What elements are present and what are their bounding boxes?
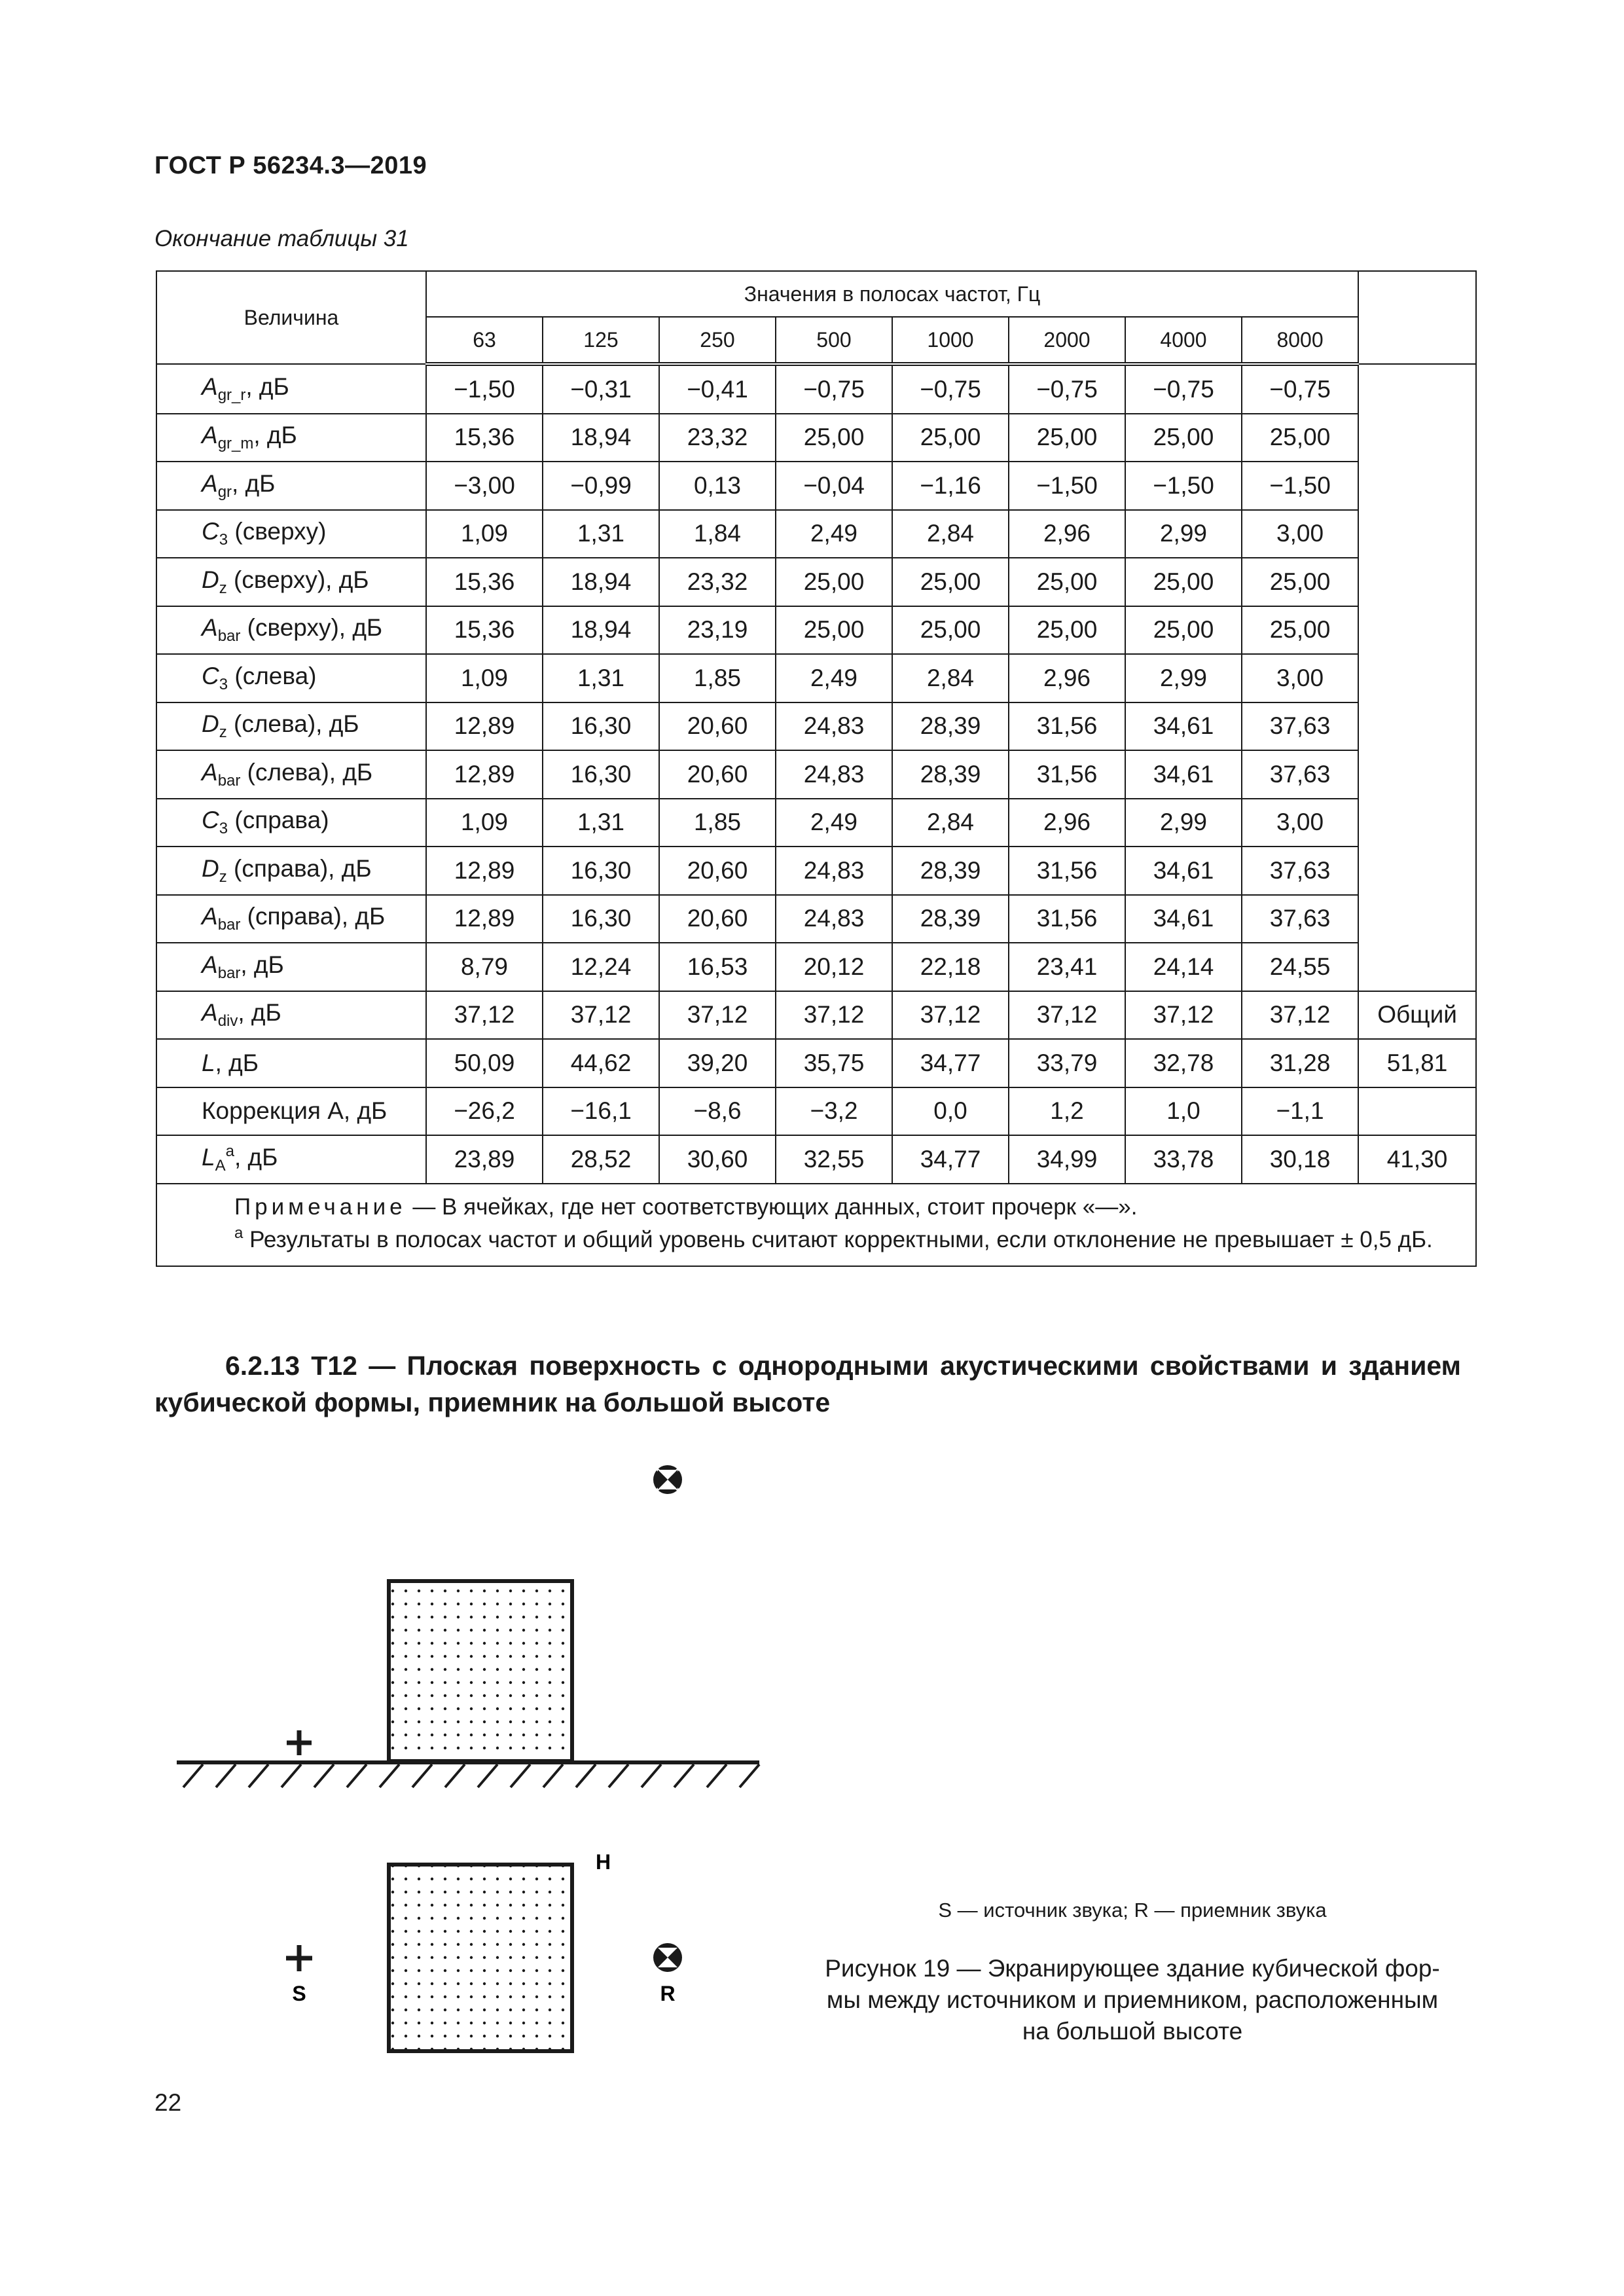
frequency-header: 2000 — [1009, 317, 1125, 364]
value-cell: 1,09 — [426, 510, 543, 558]
quantity-label: , дБ — [238, 999, 281, 1027]
value-cell: 25,00 — [776, 606, 892, 655]
value-cell: −26,2 — [426, 1087, 543, 1136]
quantity-cell — [156, 943, 426, 991]
value-cell: 24,83 — [776, 702, 892, 751]
quantity-symbol: L — [202, 1143, 215, 1171]
quantity-label: , дБ — [215, 1049, 259, 1076]
note-text: — В ячейках, где нет соответствующих данных, стоит прочерк «—». — [406, 1194, 1138, 1220]
height-label: H — [596, 1850, 611, 1874]
table-continuation-label: Окончание таблицы 31 — [154, 226, 409, 251]
value-cell: 24,14 — [1125, 943, 1242, 991]
value-cell: 1,85 — [659, 654, 776, 702]
quantity-cell — [156, 799, 426, 847]
value-cell: 2,99 — [1125, 510, 1242, 558]
value-cell: 3,00 — [1242, 510, 1358, 558]
quantity-label: , дБ — [240, 951, 284, 978]
receiver-icon-side-view — [653, 1465, 682, 1494]
value-cell: 30,18 — [1242, 1135, 1358, 1184]
value-cell: 20,60 — [659, 702, 776, 751]
value-cell: 20,60 — [659, 847, 776, 895]
data-table — [156, 270, 1477, 1267]
figure-caption — [805, 1953, 1460, 2047]
value-cell: −0,75 — [1009, 364, 1125, 414]
value-cell: 37,63 — [1242, 847, 1358, 895]
value-cell: 2,96 — [1009, 799, 1125, 847]
value-cell: 25,00 — [776, 414, 892, 462]
table-row — [156, 654, 1476, 702]
value-cell: 18,94 — [543, 606, 659, 655]
value-cell: 1,85 — [659, 799, 776, 847]
value-cell: 30,60 — [659, 1135, 776, 1184]
value-cell: 2,96 — [1009, 510, 1125, 558]
table-row — [156, 462, 1476, 510]
value-cell: 23,41 — [1009, 943, 1125, 991]
value-cell: −0,75 — [892, 364, 1009, 414]
table-row — [156, 1135, 1476, 1184]
figure-legend: S — источник звука; R — приемник звука — [938, 1899, 1327, 1922]
value-cell: 25,00 — [892, 558, 1009, 606]
total-cell — [1358, 847, 1476, 895]
value-cell: 37,12 — [1009, 991, 1125, 1040]
total-cell — [1358, 364, 1476, 414]
value-cell: 16,30 — [543, 702, 659, 751]
value-cell: 31,28 — [1242, 1039, 1358, 1087]
total-cell — [1358, 1087, 1476, 1136]
value-cell: 28,39 — [892, 702, 1009, 751]
value-cell: 37,12 — [543, 991, 659, 1040]
value-cell: 3,00 — [1242, 654, 1358, 702]
bands-header: Значения в полосах частот, Гц — [426, 271, 1358, 317]
quantity-symbol: A — [202, 469, 218, 497]
table-row — [156, 414, 1476, 462]
table-row — [156, 895, 1476, 943]
quantity-symbol: C — [202, 518, 219, 545]
quantity-subscript: z — [219, 723, 227, 742]
value-cell: 16,30 — [543, 750, 659, 799]
value-cell: 28,39 — [892, 895, 1009, 943]
value-cell: 25,00 — [1009, 558, 1125, 606]
footnote-mark: а — [234, 1224, 244, 1242]
quantity-symbol: A — [202, 999, 218, 1027]
value-cell: 23,89 — [426, 1135, 543, 1184]
quantity-symbol: C — [202, 662, 219, 689]
value-cell: −1,16 — [892, 462, 1009, 510]
table-row — [156, 702, 1476, 751]
table-row — [156, 558, 1476, 606]
value-cell: 1,0 — [1125, 1087, 1242, 1136]
value-cell: −1,50 — [1009, 462, 1125, 510]
value-cell: 37,12 — [426, 991, 543, 1040]
value-cell: 1,09 — [426, 654, 543, 702]
value-cell: 2,99 — [1125, 799, 1242, 847]
quantity-label: (слева), дБ — [240, 758, 373, 786]
value-cell: 24,83 — [776, 750, 892, 799]
value-cell: −0,99 — [543, 462, 659, 510]
value-cell: 25,00 — [892, 606, 1009, 655]
quantity-cell — [156, 991, 426, 1040]
quantity-subscript: div — [217, 1012, 238, 1030]
value-cell: −0,75 — [776, 364, 892, 414]
value-cell: 18,94 — [543, 414, 659, 462]
value-cell: 37,12 — [1242, 991, 1358, 1040]
value-cell: 24,55 — [1242, 943, 1358, 991]
value-cell: −8,6 — [659, 1087, 776, 1136]
table-row — [156, 510, 1476, 558]
value-cell: 28,52 — [543, 1135, 659, 1184]
value-cell: 35,75 — [776, 1039, 892, 1087]
value-cell: 15,36 — [426, 558, 543, 606]
total-cell — [1358, 654, 1476, 702]
quantity-label: (сверху) — [228, 518, 327, 545]
value-cell: −0,31 — [543, 364, 659, 414]
value-cell: −1,50 — [426, 364, 543, 414]
value-cell: 2,99 — [1125, 654, 1242, 702]
value-cell: 3,00 — [1242, 799, 1358, 847]
total-cell — [1358, 510, 1476, 558]
value-cell: 37,63 — [1242, 702, 1358, 751]
value-cell: 33,78 — [1125, 1135, 1242, 1184]
value-cell: 25,00 — [1125, 414, 1242, 462]
value-cell: 37,12 — [659, 991, 776, 1040]
value-cell: 25,00 — [1009, 414, 1125, 462]
value-cell: 37,12 — [776, 991, 892, 1040]
value-cell: 23,19 — [659, 606, 776, 655]
value-cell: 31,56 — [1009, 750, 1125, 799]
quantity-cell — [156, 847, 426, 895]
caption-line: Рисунок 19 — Экранирующее здание кубической фор- — [825, 1955, 1440, 1982]
quantity-cell — [156, 1039, 426, 1087]
value-cell: 34,61 — [1125, 702, 1242, 751]
value-cell: 12,24 — [543, 943, 659, 991]
quantity-cell — [156, 510, 426, 558]
table-row — [156, 943, 1476, 991]
value-cell: 1,09 — [426, 799, 543, 847]
total-cell — [1358, 943, 1476, 991]
value-cell: −3,2 — [776, 1087, 892, 1136]
total-cell — [1358, 558, 1476, 606]
value-cell: 1,2 — [1009, 1087, 1125, 1136]
quantity-label: (справа) — [228, 807, 329, 834]
quantity-label: (справа), дБ — [226, 854, 372, 882]
section-heading: 6.2.13 Т12 — Плоская поверхность с однородными акустическими свойствами и зданием кубической формы, приемник на большой высоте — [154, 1351, 1461, 1417]
total-header — [1358, 271, 1476, 364]
quantity-cell — [156, 558, 426, 606]
quantity-cell — [156, 364, 426, 414]
quantity-cell — [156, 414, 426, 462]
quantity-symbol: A — [202, 373, 218, 400]
table-row — [156, 364, 1476, 414]
quantity-symbol: A — [202, 903, 218, 930]
table-row — [156, 991, 1476, 1040]
quantity-label: (справа), дБ — [240, 903, 386, 930]
value-cell: 12,89 — [426, 750, 543, 799]
value-cell: 39,20 — [659, 1039, 776, 1087]
value-cell: 1,31 — [543, 654, 659, 702]
value-cell: 31,56 — [1009, 847, 1125, 895]
frequency-header: 4000 — [1125, 317, 1242, 364]
value-cell: 20,60 — [659, 750, 776, 799]
page-number: 22 — [154, 2089, 182, 2116]
frequency-header: 8000 — [1242, 317, 1358, 364]
quantity-cell — [156, 702, 426, 751]
quantity-label: , дБ — [232, 469, 276, 497]
value-cell: −0,75 — [1242, 364, 1358, 414]
value-cell: 25,00 — [892, 414, 1009, 462]
document-code: ГОСТ Р 56234.3—2019 — [154, 152, 427, 179]
value-cell: 31,56 — [1009, 702, 1125, 751]
value-cell: 34,99 — [1009, 1135, 1125, 1184]
quantity-cell — [156, 654, 426, 702]
quantity-symbol: D — [202, 710, 219, 738]
quantity-label: Коррекция А, дБ — [202, 1097, 388, 1125]
value-cell: −0,04 — [776, 462, 892, 510]
building-side-view — [389, 1581, 572, 1761]
quantity-label: , дБ — [245, 373, 289, 400]
quantity-symbol: D — [202, 854, 219, 882]
quantity-cell — [156, 606, 426, 655]
quantity-cell — [156, 895, 426, 943]
quantity-symbol: C — [202, 807, 219, 834]
quantity-subscript: z — [219, 867, 227, 886]
table-row — [156, 1039, 1476, 1087]
source-icon-side-view — [287, 1730, 312, 1755]
quantity-label: , дБ — [253, 422, 297, 449]
quantity-subscript: 3 — [219, 531, 228, 549]
total-cell — [1358, 702, 1476, 751]
quantity-label: (слева) — [228, 662, 317, 689]
quantity-label: , дБ — [234, 1143, 278, 1171]
table-row — [156, 1087, 1476, 1136]
table-row — [156, 799, 1476, 847]
value-cell: −16,1 — [543, 1087, 659, 1136]
note-row — [156, 1184, 1476, 1266]
table-row — [156, 606, 1476, 655]
value-cell: 22,18 — [892, 943, 1009, 991]
value-cell: 16,30 — [543, 847, 659, 895]
value-cell: 34,61 — [1125, 847, 1242, 895]
value-cell: 25,00 — [1242, 606, 1358, 655]
total-cell — [1358, 895, 1476, 943]
value-cell: 15,36 — [426, 414, 543, 462]
total-cell — [1358, 606, 1476, 655]
quantity-subscript: gr_m — [217, 435, 254, 453]
value-cell: 23,32 — [659, 558, 776, 606]
quantity-subscript: 3 — [219, 675, 228, 693]
quantity-header: Величина — [156, 271, 426, 364]
figure-19 — [151, 1440, 779, 2062]
receiver-icon-plan-view — [653, 1943, 682, 1972]
value-cell: 12,89 — [426, 847, 543, 895]
total-cell — [1358, 799, 1476, 847]
value-cell: 1,31 — [543, 510, 659, 558]
value-cell: 8,79 — [426, 943, 543, 991]
table-row — [156, 847, 1476, 895]
value-cell: 15,36 — [426, 606, 543, 655]
value-cell: 34,61 — [1125, 895, 1242, 943]
quantity-symbol: A — [202, 614, 218, 642]
value-cell: 2,49 — [776, 510, 892, 558]
footnote-line — [169, 1224, 1461, 1256]
value-cell: 16,53 — [659, 943, 776, 991]
value-cell: −1,1 — [1242, 1087, 1358, 1136]
value-cell: 2,84 — [892, 654, 1009, 702]
total-cell: Общий — [1358, 991, 1476, 1040]
value-cell: 12,89 — [426, 702, 543, 751]
quantity-cell — [156, 750, 426, 799]
value-cell: 31,56 — [1009, 895, 1125, 943]
value-cell: −3,00 — [426, 462, 543, 510]
total-cell: 41,30 — [1358, 1135, 1476, 1184]
receiver-label: R — [660, 1982, 676, 2005]
quantity-subscript: gr — [217, 483, 232, 501]
value-cell: 37,12 — [892, 991, 1009, 1040]
quantity-subscript: gr_r — [217, 386, 246, 404]
quantity-label: (сверху), дБ — [226, 566, 369, 593]
note-label: Примечание — [234, 1194, 406, 1220]
value-cell: 28,39 — [892, 847, 1009, 895]
caption-line: на большой высоте — [1022, 2018, 1243, 2045]
quantity-subscript: bar — [217, 964, 241, 982]
value-cell: 24,83 — [776, 847, 892, 895]
value-cell: 44,62 — [543, 1039, 659, 1087]
quantity-cell — [156, 462, 426, 510]
frequency-header: 500 — [776, 317, 892, 364]
value-cell: 20,12 — [776, 943, 892, 991]
value-cell: 0,0 — [892, 1087, 1009, 1136]
total-cell — [1358, 462, 1476, 510]
value-cell: 25,00 — [1009, 606, 1125, 655]
quantity-label: (сверху), дБ — [240, 614, 383, 642]
value-cell: 25,00 — [776, 558, 892, 606]
footnote-mark: a — [225, 1142, 234, 1160]
quantity-symbol: A — [202, 951, 218, 978]
value-cell: 24,83 — [776, 895, 892, 943]
quantity-subscript: z — [219, 579, 227, 597]
source-icon-plan-view — [286, 1945, 312, 1971]
value-cell: 1,31 — [543, 799, 659, 847]
value-cell: 28,39 — [892, 750, 1009, 799]
value-cell: 2,49 — [776, 799, 892, 847]
value-cell: 25,00 — [1242, 414, 1358, 462]
quantity-subscript: bar — [217, 771, 241, 790]
value-cell: 37,63 — [1242, 895, 1358, 943]
value-cell: 37,63 — [1242, 750, 1358, 799]
quantity-symbol: A — [202, 422, 218, 449]
value-cell: 16,30 — [543, 895, 659, 943]
table-note — [156, 1184, 1476, 1266]
quantity-subscript: 3 — [219, 820, 228, 838]
value-cell: 12,89 — [426, 895, 543, 943]
quantity-symbol: L — [202, 1049, 215, 1076]
frequency-header: 125 — [543, 317, 659, 364]
source-label: S — [292, 1982, 306, 2005]
value-cell: 50,09 — [426, 1039, 543, 1087]
caption-line: мы между источником и приемником, расположенным — [826, 1986, 1439, 2013]
quantity-cell — [156, 1135, 426, 1184]
value-cell: 18,94 — [543, 558, 659, 606]
value-cell: 34,77 — [892, 1135, 1009, 1184]
frequency-header: 1000 — [892, 317, 1009, 364]
value-cell: −1,50 — [1125, 462, 1242, 510]
value-cell: 34,77 — [892, 1039, 1009, 1087]
quantity-symbol: D — [202, 566, 219, 593]
value-cell: 0,13 — [659, 462, 776, 510]
value-cell: 32,55 — [776, 1135, 892, 1184]
value-cell: 32,78 — [1125, 1039, 1242, 1087]
total-cell: 51,81 — [1358, 1039, 1476, 1087]
total-cell — [1358, 414, 1476, 462]
value-cell: 37,12 — [1125, 991, 1242, 1040]
value-cell: 2,49 — [776, 654, 892, 702]
note-line — [169, 1191, 1461, 1224]
value-cell: −0,41 — [659, 364, 776, 414]
quantity-cell — [156, 1087, 426, 1136]
value-cell: 20,60 — [659, 895, 776, 943]
quantity-symbol: A — [202, 758, 218, 786]
value-cell: −1,50 — [1242, 462, 1358, 510]
value-cell: 25,00 — [1125, 558, 1242, 606]
frequency-header: 63 — [426, 317, 543, 364]
value-cell: 33,79 — [1009, 1039, 1125, 1087]
ground-surface — [177, 1762, 759, 1787]
table-row — [156, 750, 1476, 799]
value-cell: −0,75 — [1125, 364, 1242, 414]
value-cell: 2,84 — [892, 799, 1009, 847]
footnote-text: Результаты в полосах частот и общий уровень считают корректными, если отклонение не превышает ± 0,5 дБ. — [243, 1226, 1433, 1252]
quantity-subscript: A — [215, 1156, 226, 1175]
total-cell — [1358, 750, 1476, 799]
frequency-header: 250 — [659, 317, 776, 364]
value-cell: 34,61 — [1125, 750, 1242, 799]
building-plan-view — [389, 1865, 572, 2051]
value-cell: 2,84 — [892, 510, 1009, 558]
quantity-subscript: bar — [217, 627, 241, 646]
value-cell: 25,00 — [1125, 606, 1242, 655]
value-cell: 25,00 — [1242, 558, 1358, 606]
quantity-subscript: bar — [217, 916, 241, 934]
quantity-label: (слева), дБ — [226, 710, 359, 738]
value-cell: 1,84 — [659, 510, 776, 558]
value-cell: 23,32 — [659, 414, 776, 462]
value-cell: 2,96 — [1009, 654, 1125, 702]
